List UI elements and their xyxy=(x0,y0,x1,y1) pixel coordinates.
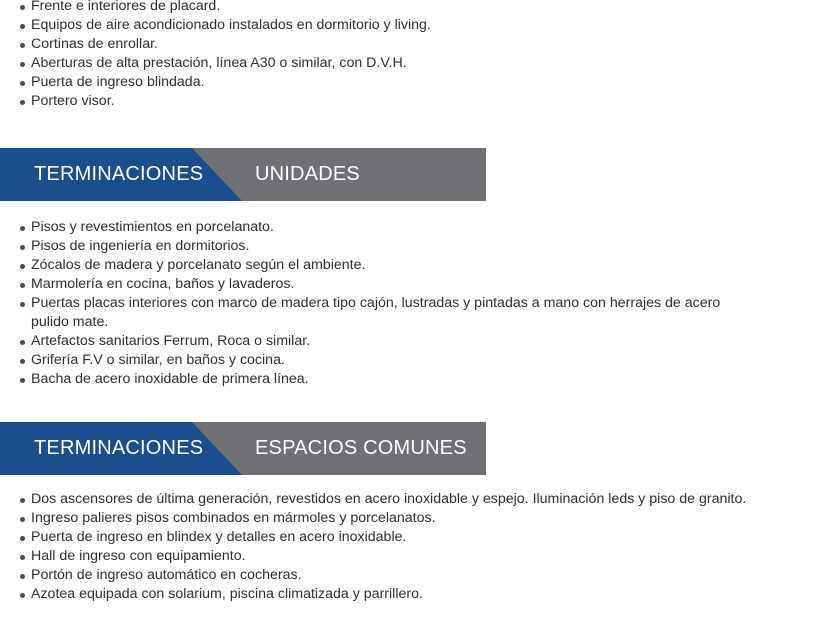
list-item: Puerta de ingreso en blindex y detalles en acero inoxidable. xyxy=(20,528,820,547)
section-header-right-label: ESPACIOS COMUNES xyxy=(255,437,467,459)
section-header-left-label: TERMINACIONES xyxy=(34,163,204,185)
section-header-unidades xyxy=(0,148,486,201)
list-item: Hall de ingreso con equipamiento. xyxy=(20,547,820,566)
bullet-icon xyxy=(20,5,25,10)
list-item: Frente e interiores de placard. xyxy=(20,0,820,16)
list-item: Artefactos sanitarios Ferrum, Roca o similar. xyxy=(20,332,820,351)
list-item: Grifería F.V o similar, en baños y cocina. xyxy=(20,351,820,370)
unidades-features-list xyxy=(20,218,820,389)
section-header-espacios-comunes xyxy=(0,422,486,475)
bullet-icon xyxy=(20,555,25,560)
bullet-icon xyxy=(20,43,25,48)
list-item: Azotea equipada con solarium, piscina climatizada y parrillero. xyxy=(20,585,820,604)
bullet-icon xyxy=(20,62,25,67)
section-header-left-label: TERMINACIONES xyxy=(34,437,204,459)
list-item: Bacha de acero inoxidable de primera línea. xyxy=(20,370,820,389)
bullet-icon xyxy=(20,302,25,307)
bullet-icon xyxy=(20,226,25,231)
list-item: Marmolería en cocina, baños y lavaderos. xyxy=(20,275,820,294)
list-item: Pisos y revestimientos en porcelanato. xyxy=(20,218,820,237)
list-item: Zócalos de madera y porcelanato según el ambiente. xyxy=(20,256,820,275)
top-features-list xyxy=(20,0,820,111)
bullet-icon xyxy=(20,245,25,250)
list-item: Portón de ingreso automático en cocheras. xyxy=(20,566,820,585)
list-item: Puertas placas interiores con marco de madera tipo cajón, lustradas y pintadas a mano con herrajes de acero pulido mate. xyxy=(20,294,820,332)
bullet-icon xyxy=(20,517,25,522)
bullet-icon xyxy=(20,593,25,598)
bullet-icon xyxy=(20,283,25,288)
bullet-icon xyxy=(20,378,25,383)
list-item: Ingreso palieres pisos combinados en mármoles y porcelanatos. xyxy=(20,509,820,528)
bullet-icon xyxy=(20,536,25,541)
bullet-icon xyxy=(20,100,25,105)
bullet-icon xyxy=(20,264,25,269)
espacios-comunes-features-list xyxy=(20,490,820,604)
list-item: Aberturas de alta prestación, línea A30 o similar, con D.V.H. xyxy=(20,54,820,73)
list-item: Puerta de ingreso blindada. xyxy=(20,73,820,92)
bullet-icon xyxy=(20,24,25,29)
list-item: Pisos de ingeniería en dormitorios. xyxy=(20,237,820,256)
bullet-icon xyxy=(20,340,25,345)
list-item: Dos ascensores de última generación, revestidos en acero inoxidable y espejo. Iluminación leds y piso de granito. xyxy=(20,490,820,509)
section-header-right-label: UNIDADES xyxy=(255,163,360,185)
list-item: Portero visor. xyxy=(20,92,820,111)
list-item: Equipos de aire acondicionado instalados en dormitorio y living. xyxy=(20,16,820,35)
list-item: Cortinas de enrollar. xyxy=(20,35,820,54)
bullet-icon xyxy=(20,498,25,503)
bullet-icon xyxy=(20,574,25,579)
bullet-icon xyxy=(20,359,25,364)
bullet-icon xyxy=(20,81,25,86)
